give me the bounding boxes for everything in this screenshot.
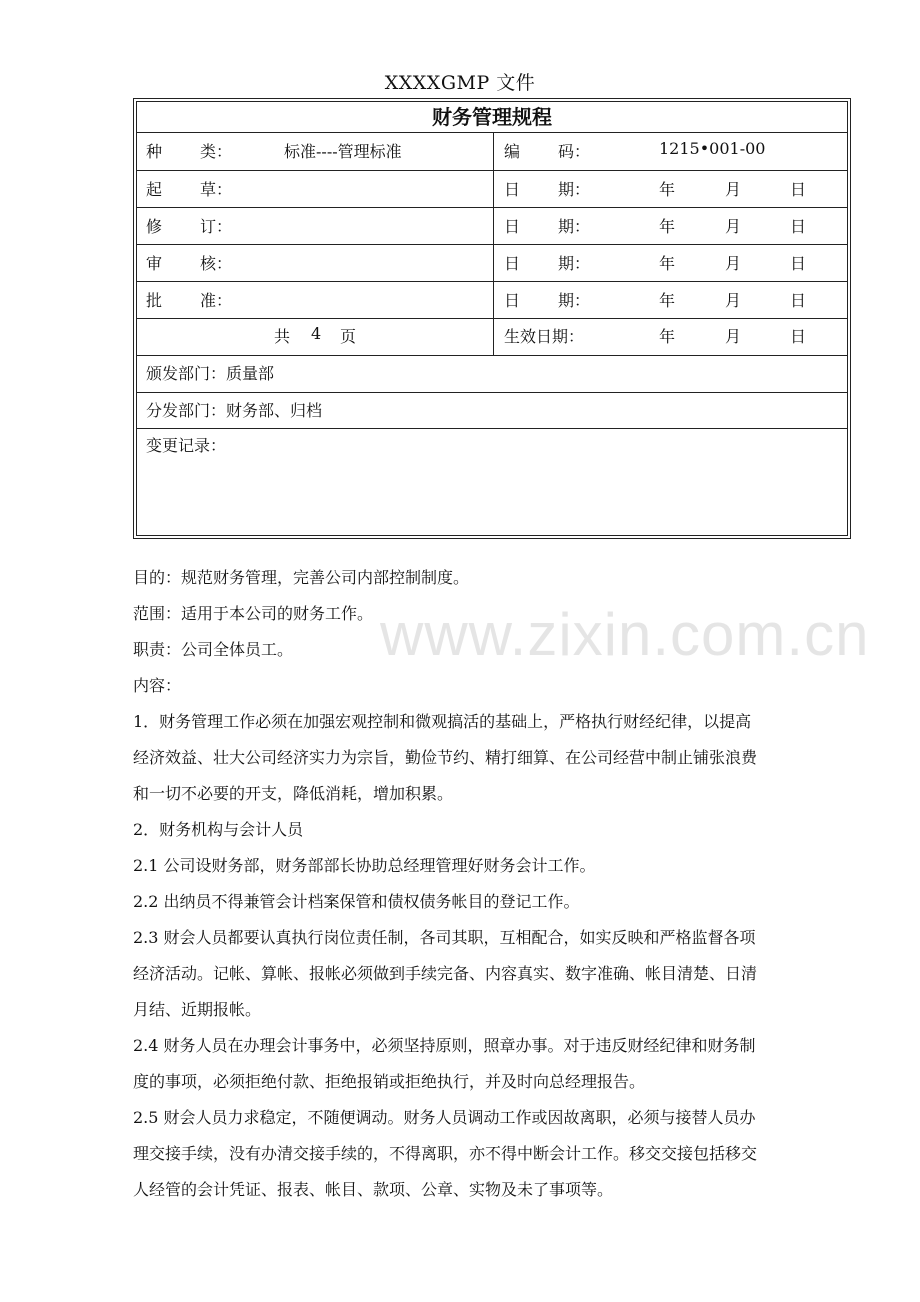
row-pages [137, 319, 847, 356]
duty-text: 职责：公司全体员工。 [133, 640, 294, 659]
cell-label-1c: 编 [504, 142, 521, 161]
review-label-a: 审 [146, 254, 163, 273]
month-label: 月 [725, 180, 742, 199]
month-label: 月 [725, 327, 742, 346]
paragraph-1-line-1: 1．财务管理工作必须在加强宏观控制和微观搞活的基础上，严格执行财经纪律，以提高 [133, 712, 752, 731]
date-label-a: 日 [504, 291, 521, 310]
row-draft [137, 171, 847, 208]
column-divider [493, 133, 494, 356]
paragraph-2-3-line-2: 经济活动。记帐、算帐、报帐必须做到手续完备、内容真实、数字准确、帐目清楚、日清 [133, 964, 758, 983]
row-change-log [137, 429, 847, 535]
year-label: 年 [659, 254, 676, 273]
day-label: 日 [790, 254, 807, 273]
review-label-b: 核： [200, 254, 233, 273]
content-label: 内容： [133, 676, 182, 695]
year-label: 年 [659, 291, 676, 310]
year-label: 年 [659, 180, 676, 199]
date-label-b: 期： [558, 254, 591, 273]
code-value: 1215•001-00 [659, 139, 766, 158]
draft-label-b: 草： [200, 180, 233, 199]
paragraph-2-3-line-1: 2.3 财会人员都要认真执行岗位责任制，各司其职，互相配合，如实反映和严格监督各项 [133, 928, 756, 947]
document-body [133, 560, 863, 1208]
revise-label-b: 订： [200, 217, 233, 236]
month-label: 月 [725, 254, 742, 273]
row-dist-dept [137, 393, 847, 429]
month-label: 月 [725, 291, 742, 310]
table-title: 财务管理规程 [137, 102, 847, 133]
document-header: XXXXGMP 文件 [384, 72, 536, 94]
pages-gong: 共 [274, 327, 291, 346]
paragraph-1-line-2: 经济效益、壮大公司经济实力为宗旨，勤俭节约、精打细算、在公司经营中制止铺张浪费 [133, 748, 758, 767]
approve-label-a: 批 [146, 291, 163, 310]
revise-label-a: 修 [146, 217, 163, 236]
cell-label-1b: 类： [200, 142, 233, 161]
dist-dept: 分发部门：财务部、归档 [146, 401, 323, 420]
change-log-label: 变更记录： [146, 436, 227, 455]
row-category [137, 133, 847, 171]
draft-label-a: 起 [146, 180, 163, 199]
paragraph-2-5-line-2: 理交接手续，没有办清交接手续的，不得离职，亦不得中断会计工作。移交交接包括移交 [133, 1144, 758, 1163]
document-info-table [136, 101, 848, 536]
paragraph-2-4-line-2: 度的事项，必须拒绝付款、拒绝报销或拒绝执行，并及时向总经理报告。 [133, 1072, 646, 1091]
year-label: 年 [659, 217, 676, 236]
approve-label-b: 准： [200, 291, 233, 310]
date-label-a: 日 [504, 180, 521, 199]
purpose-text: 目的：规范财务管理，完善公司内部控制制度。 [133, 568, 470, 587]
row-approve [137, 282, 847, 319]
paragraph-2-3-line-3: 月结、近期报帐。 [133, 1000, 262, 1019]
pages-ye: 页 [340, 327, 357, 346]
date-label-a: 日 [504, 254, 521, 273]
paragraph-2-5-line-1: 2.5 财会人员力求稳定，不随便调动。财务人员调动工作或因故离职，必须与接替人员办 [133, 1108, 756, 1127]
date-label-b: 期： [558, 180, 591, 199]
category-value: 标准----管理标准 [284, 142, 402, 161]
scope-text: 范围：适用于本公司的财务工作。 [133, 604, 374, 623]
day-label: 日 [790, 291, 807, 310]
effective-date-label: 生效日期： [504, 327, 585, 346]
section-2-heading: 2．财务机构与会计人员 [133, 820, 304, 839]
paragraph-2-4-line-1: 2.4 财务人员在办理会计事务中，必须坚持原则，照章办事。对于违反财经纪律和财务制 [133, 1036, 756, 1055]
day-label: 日 [790, 180, 807, 199]
year-label: 年 [659, 327, 676, 346]
day-label: 日 [790, 327, 807, 346]
row-review [137, 245, 847, 282]
row-revise [137, 208, 847, 245]
watermark: www.zixin.com.cn [380, 601, 870, 668]
day-label: 日 [790, 217, 807, 236]
paragraph-2-1: 2.1 公司设财务部，财务部部长协助总经理管理好财务会计工作。 [133, 856, 596, 875]
cell-label-1a: 种 [146, 142, 163, 161]
date-label-b: 期： [558, 217, 591, 236]
cell-label-1d: 码： [558, 142, 591, 161]
paragraph-1-line-3: 和一切不必要的开支，降低消耗，增加积累。 [133, 784, 454, 803]
pages-count: 4 [311, 324, 322, 343]
issue-dept: 颁发部门：质量部 [146, 364, 275, 383]
date-label-a: 日 [504, 217, 521, 236]
paragraph-2-5-line-3: 人经管的会计凭证、报表、帐目、款项、公章、实物及未了事项等。 [133, 1180, 614, 1199]
paragraph-2-2: 2.2 出纳员不得兼管会计档案保管和债权债务帐目的登记工作。 [133, 892, 580, 911]
row-issue-dept [137, 356, 847, 393]
date-label-b: 期： [558, 291, 591, 310]
month-label: 月 [725, 217, 742, 236]
